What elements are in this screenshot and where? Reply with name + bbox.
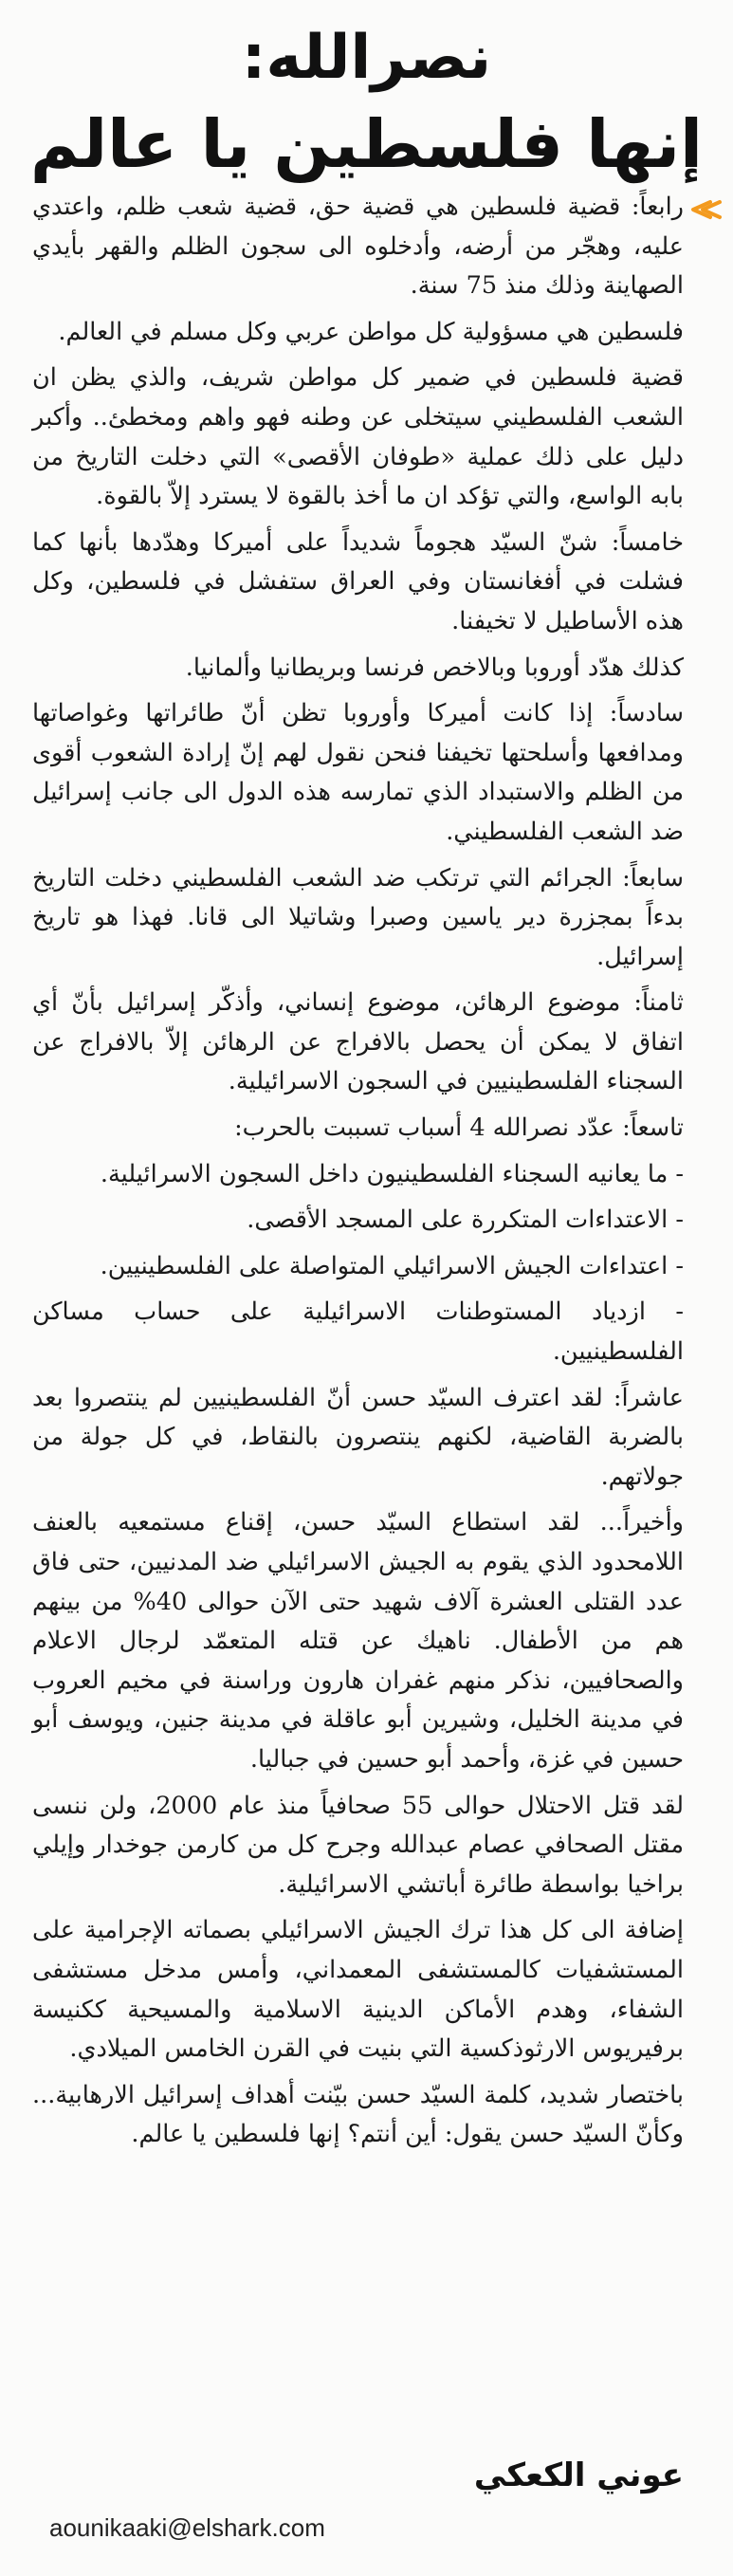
list-item: - اعتداءات الجيش الاسرائيلي المتواصلة على الفلسطينيين. xyxy=(100,1251,684,1280)
list-item: - ازدياد المستوطنات الاسرائيلية على حساب مساكن الفلسطينيين. xyxy=(32,1297,684,1367)
paragraph: عاشراً: لقد اعترف السيّد حسن أنّ الفلسطينيين لم ينتصروا بعد بالضربة القاضية، لكنهم ينتصرون بالنقاط، في كل جولة من جولاتهم. xyxy=(32,1383,684,1491)
paragraph: وأخيراً... لقد استطاع السيّد حسن، إقناع مستمعيه بالعنف اللامحدود الذي يقوم به الجيش الاسرائيلي ضد المدنيين، حتى فاق عدد القتلى العشرة آلاف شهيد حتى الآن حوالى 40% من بينهم هم من الأطفال. ناهيك عن قتله المتعمّد لرجال الاعلام والصحافيين، نذكر منهم غفران هارون وراسنة في مخيم العروب في مدينة الخليل، وشيرين أبو عاقلة في مدينة جنين، ويوسف أبو حسين في غزة، وأحمد أبو حسين في جباليا. xyxy=(32,1508,684,1774)
paragraph: سابعاً: الجرائم التي ترتكب ضد الشعب الفلسطيني دخلت التاريخ بدءاً بمجزرة دير ياسين وصبرا وشاتيلا الى قانا. فهذا هو تاريخ إسرائيل. xyxy=(32,863,684,971)
paragraph: ثامناً: موضوع الرهائن، موضوع إنساني، وأذكّر إسرائيل بأنّ أي اتفاق لا يمكن أن يحصل بالافراج عن الرهائن إلاّ بالافراج عن السجناء الفلسطينيين في السجون الاسرائيلية. xyxy=(32,988,684,1096)
paragraph: رابعاً: قضية فلسطين هي قضية حق، قضية شعب ظلم، واعتدي عليه، وهجّر من أرضه، وأدخلوه الى سجون الظلم والقهر بأيدي الصهاينة وذلك منذ 75 سنة. xyxy=(32,193,684,301)
paragraph: كذلك هدّد أوروبا وبالاخص فرنسا وبريطانيا وألمانيا. xyxy=(185,653,684,682)
orange-arrow-icon xyxy=(689,199,722,220)
paragraph: خامساً: شنّ السيّد هجوماً شديداً على أميركا وهدّدها بأنها كما فشلت في أفغانستان وفي العراق ستفشل في فلسطين، وكل هذه الأساطيل لا تخيفنا. xyxy=(32,527,684,635)
paragraph: تاسعاً: عدّد نصرالله 4 أسباب تسببت بالحرب: xyxy=(234,1113,684,1143)
paragraph: إضافة الى كل هذا ترك الجيش الاسرائيلي بصماته الإجرامية على المستشفيات كالمستشفى المعمداني، وأمس مدخل مستشفى الشفاء، وهدم الأماكن الدينية الاسلامية والمسيحية ككنيسة برفيريوس الارثوذكسية التي بنيت في القرن الخامس الميلادي. xyxy=(32,1916,684,2064)
headline-line-2: إنها فلسطين يا عالم xyxy=(29,105,704,183)
article-body xyxy=(32,188,684,2162)
author-name: عوني الكعكي xyxy=(473,2456,684,2494)
headline xyxy=(0,0,733,190)
list-item: - ما يعانيه السجناء الفلسطينيون داخل السجون الاسرائيلية. xyxy=(100,1159,684,1188)
list-item: - الاعتداءات المتكررة على المسجد الأقصى. xyxy=(247,1205,684,1235)
paragraph: لقد قتل الاحتلال حوالى 55 صحافياً منذ عام 2000، ولن ننسى مقتل الصحافي عصام عبدالله وجرح كل من كارمن جوخدار وإيلي براخيا بواسطة طائرة أباتشي الاسرائيلية. xyxy=(32,1791,684,1899)
author-email: aounikaaki@elshark.com xyxy=(49,2513,325,2542)
headline-line-1: نصرالله: xyxy=(241,23,492,93)
paragraph: باختصار شديد، كلمة السيّد حسن بيّنت أهداف إسرائيل الارهابية... وكأنّ السيّد حسن يقول: أين أنتم؟ إنها فلسطين يا عالم. xyxy=(32,2080,684,2149)
paragraph: قضية فلسطين في ضمير كل مواطن شريف، والذي يظن ان الشعب الفلسطيني سيتخلى عن وطنه فهو واهم ومخطئ.. وأكبر دليل على ذلك عملية «طوفان الأقصى» التي دخلت التاريخ من بابه الواسع، والتي تؤكد ان ما أخذ بالقوة لا يسترد إلاّ بالقوة. xyxy=(32,363,684,511)
paragraph: فلسطين هي مسؤولية كل مواطن عربي وكل مسلم في العالم. xyxy=(58,317,684,346)
paragraph: سادساً: إذا كانت أميركا وأوروبا تظن أنّ طائراتها وغواصاتها ومدافعها وأسلحتها تخيفنا فنحن نقول لهم إنّ إرادة الشعوب أقوى من الظلم والاستبداد الذي تمارسه هذه الدول الى جانب إسرائيل ضد الشعب الفلسطيني. xyxy=(32,699,684,846)
